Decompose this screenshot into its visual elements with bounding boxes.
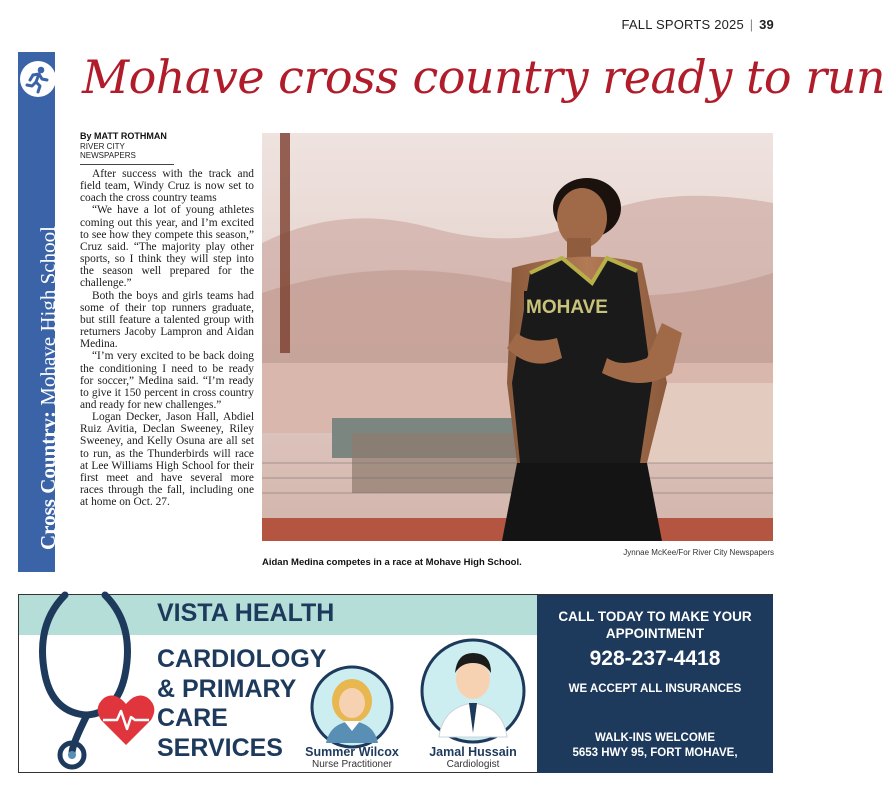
page-folio	[621, 17, 774, 32]
ad-contact-panel	[537, 595, 773, 773]
ad-service-line: SERVICES	[157, 734, 283, 762]
article-paragraph: “We have a lot of young athletes coming out this year, and I’m excited to see how they compete this season,” Cruz said. “The majority play other sports, so I think they will step into the season well prepared for the challenge.”	[80, 204, 254, 290]
byline-organization: RIVER CITY NEWSPAPERS	[80, 142, 136, 160]
byline-author: By MATT ROTHMAN	[80, 131, 167, 141]
article-body	[80, 168, 254, 508]
heart-icon	[97, 693, 155, 747]
ad-address: 5653 HWY 95, FORT MOHAVE,	[572, 747, 738, 759]
sidebar-school: Mohave High School	[36, 226, 60, 406]
ad-walkins-text: WALK-INS WELCOME	[594, 732, 716, 744]
jersey-text: MOHAVE	[526, 297, 608, 318]
doctor-name: Jamal Hussain	[429, 745, 517, 759]
article-paragraph: “I’m very excited to be back doing the conditioning I need to be ready for soccer,” Medina said. “I’m ready to give it 150 percent in cross country and ready for new challenges.”	[80, 350, 254, 411]
ad-call-to-action: CALL TODAY TO MAKE YOUR APPOINTMENT	[558, 609, 752, 641]
ad-service-line: CARDIOLOGY	[157, 645, 327, 673]
ad-walkins	[537, 731, 773, 761]
ad-service-line: & PRIMARY	[157, 675, 297, 703]
runner-photo	[262, 133, 773, 541]
byline	[80, 131, 174, 165]
cardiologist-avatar	[419, 637, 527, 745]
ad-phone-number[interactable]: 928-237-4418	[589, 647, 721, 670]
photo-credit: Jynnae McKee/For River City Newspapers	[623, 548, 774, 557]
doctor-role: Nurse Practitioner	[311, 759, 393, 770]
nurse-avatar	[310, 665, 394, 749]
doctor-name: Summer Wilcox	[305, 745, 399, 759]
folio-section: FALL SPORTS 2025	[621, 17, 744, 32]
ad-brand: VISTA HEALTH	[157, 599, 335, 627]
runner-icon	[20, 61, 56, 97]
article-paragraph: Both the boys and girls teams had some of their top runners graduate, but still feature a talented group with returners Jacoby Lampron and Aidan Medina.	[80, 289, 254, 351]
ad-insurance-note: WE ACCEPT ALL INSURANCES	[568, 683, 742, 695]
folio-page-number: 39	[759, 17, 774, 32]
article-paragraph: Logan Decker, Jason Hall, Abdiel Ruiz Avitia, Declan Sweeney, Riley Sweeney, and Kelly Osuna are all set to run, as the Thunderbirds will race at Lee Williams High School for their first meet and have several more races through the fall, including one at home on Oct. 27.	[80, 411, 254, 509]
folio-separator: |	[749, 17, 754, 32]
photo-caption: Aidan Medina competes in a race at Mohave High School.	[262, 557, 522, 568]
doctor-role: Cardiologist	[446, 759, 500, 770]
ad-service-line: CARE	[157, 704, 228, 732]
sidebar-sport: Cross Country:	[36, 410, 60, 550]
headline: Mohave cross country ready to run	[82, 50, 885, 104]
article-paragraph: After success with the track and field team, Windy Cruz is now set to coach the cross country teams	[80, 168, 254, 205]
vista-health-ad	[18, 594, 773, 773]
sidebar-label	[36, 150, 61, 550]
